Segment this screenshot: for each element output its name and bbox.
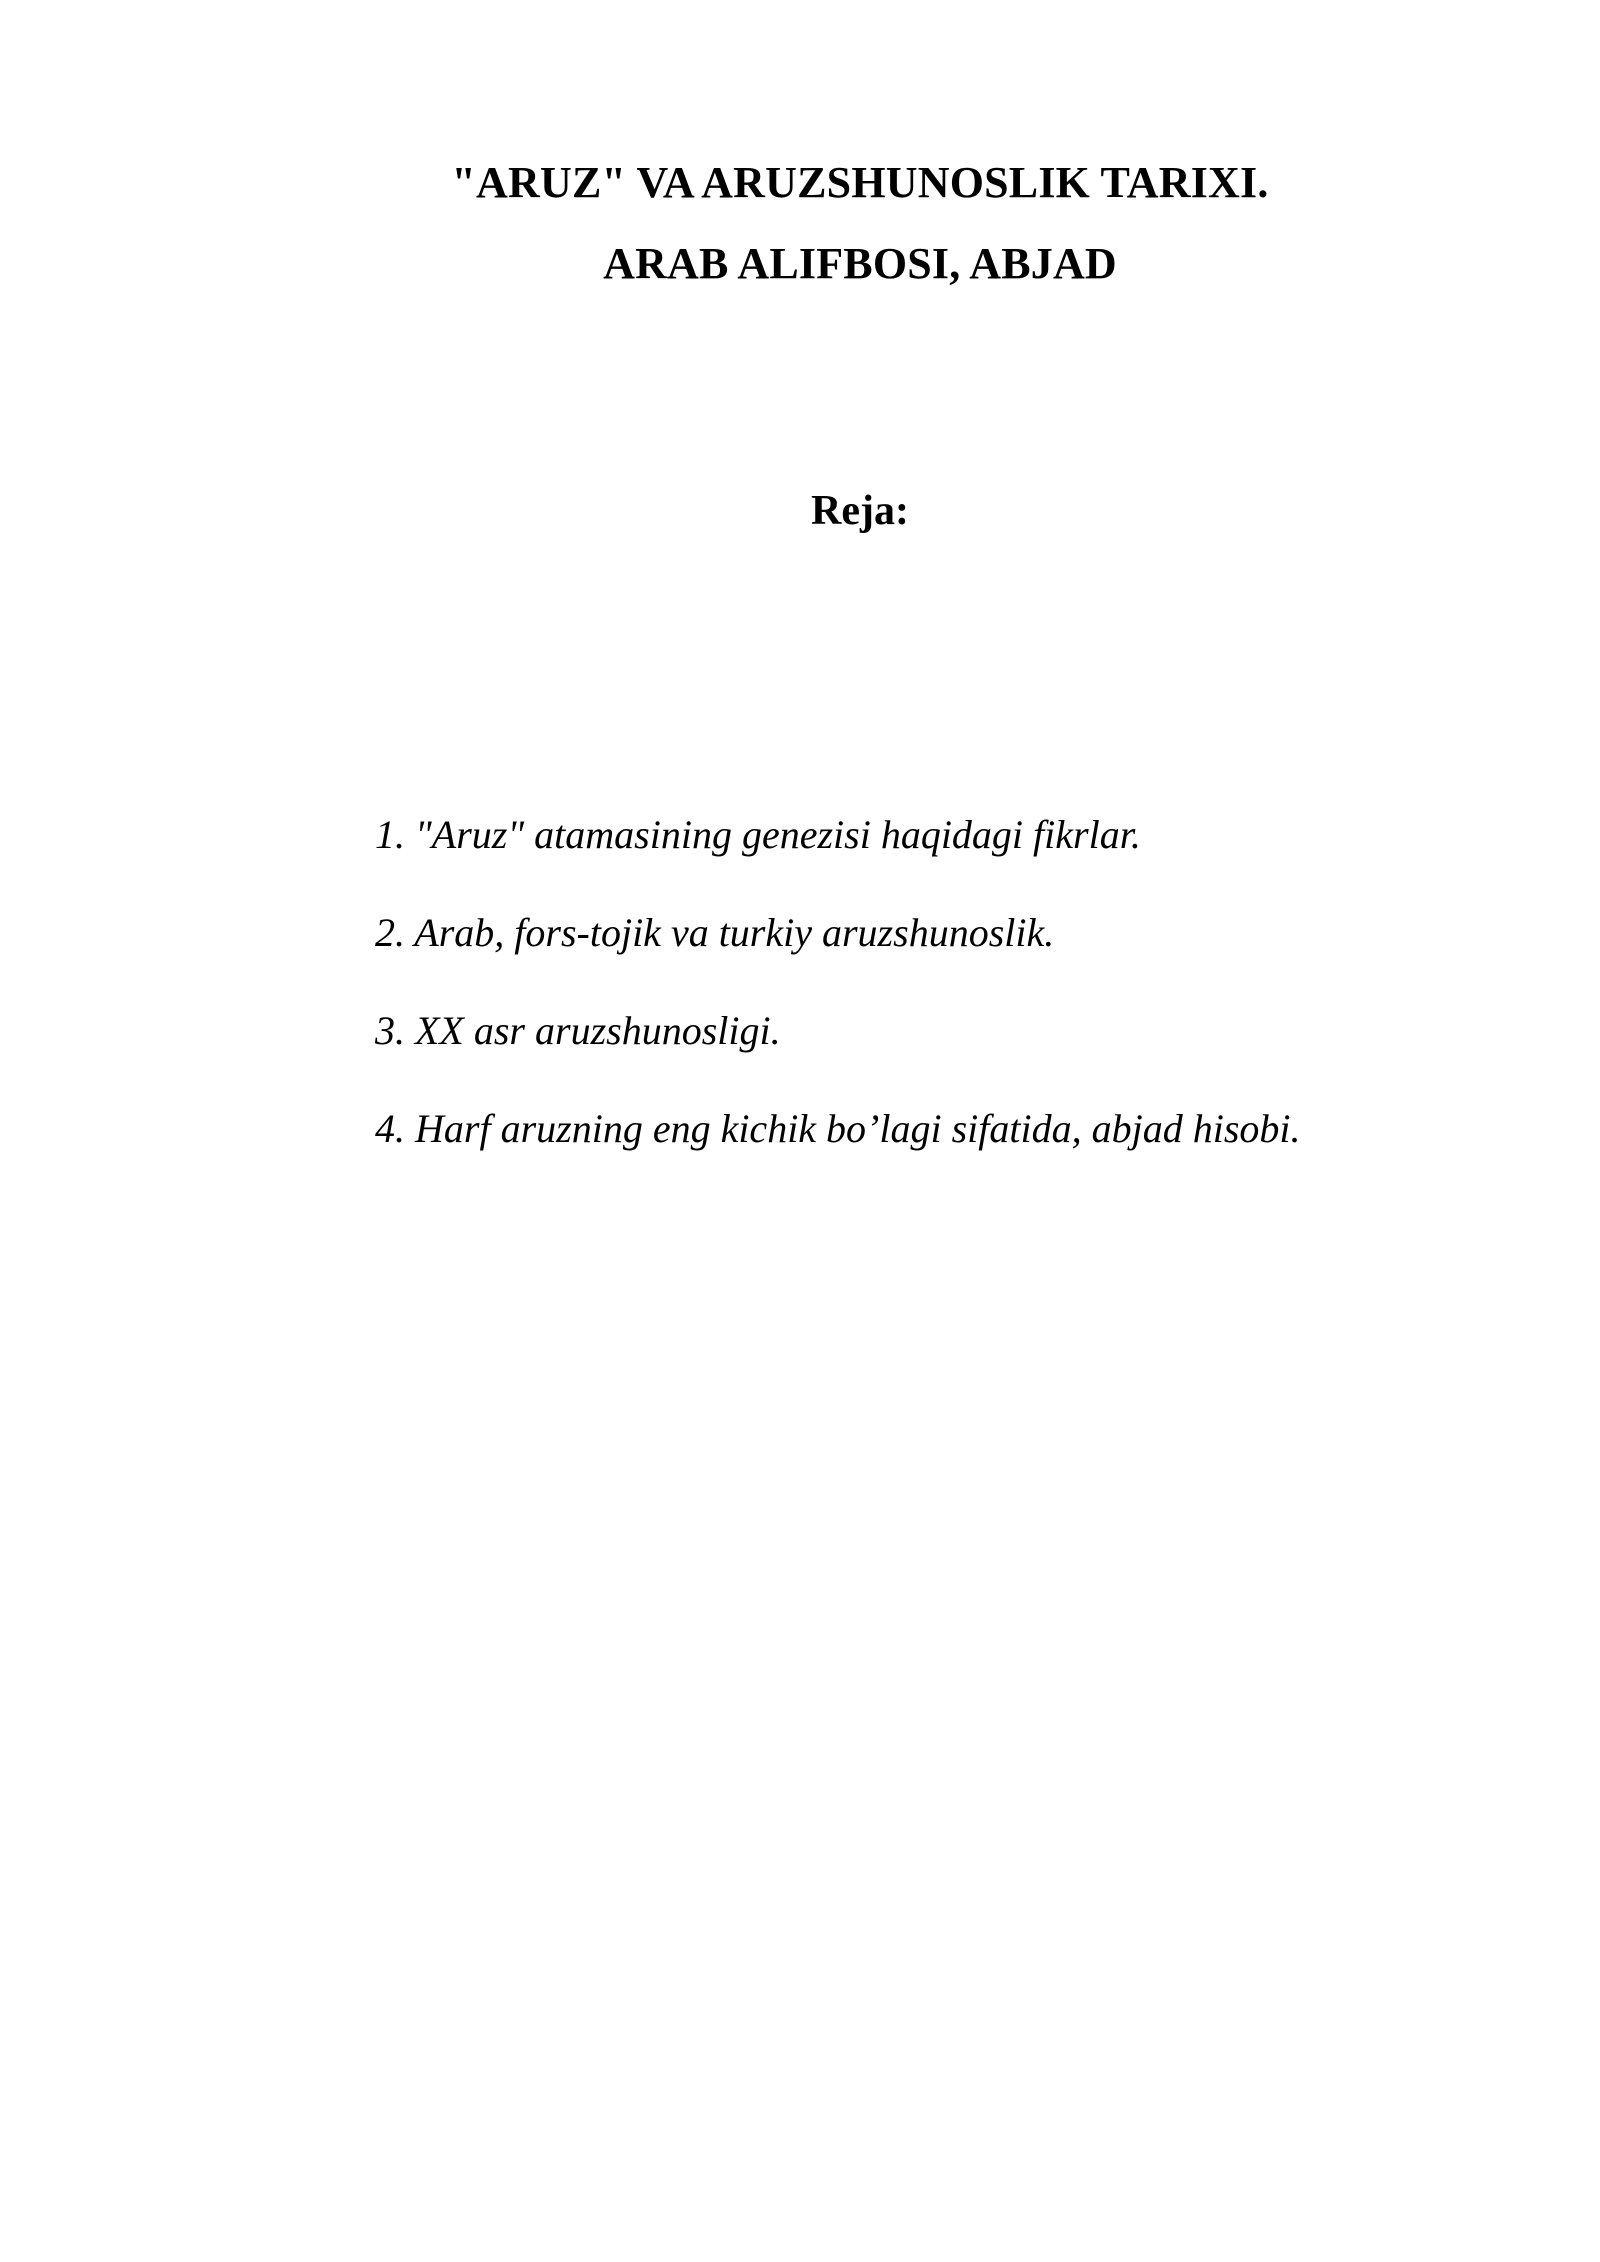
plan-list (375, 810, 1301, 1202)
document-title-line-1: "ARUZ" VA ARUZSHUNOSLIK TARIXI. (451, 158, 1269, 207)
document-title-line-2: ARAB ALIFBOSI, ABJAD (603, 239, 1117, 288)
plan-heading: Reja: (811, 488, 909, 534)
plan-item-1: 1. "Aruz" atamasining genezisi haqidagi fikrlar. (375, 812, 1141, 857)
plan-item-2: 2. Arab, fors-tojik va turkiy aruzshunoslik. (375, 910, 1055, 955)
plan-item-4: 4. Harf aruzning eng kichik bo’lagi sifatida, abjad hisobi. (375, 1106, 1301, 1151)
plan-item-3: 3. XX asr aruzshunosligi. (375, 1008, 781, 1053)
